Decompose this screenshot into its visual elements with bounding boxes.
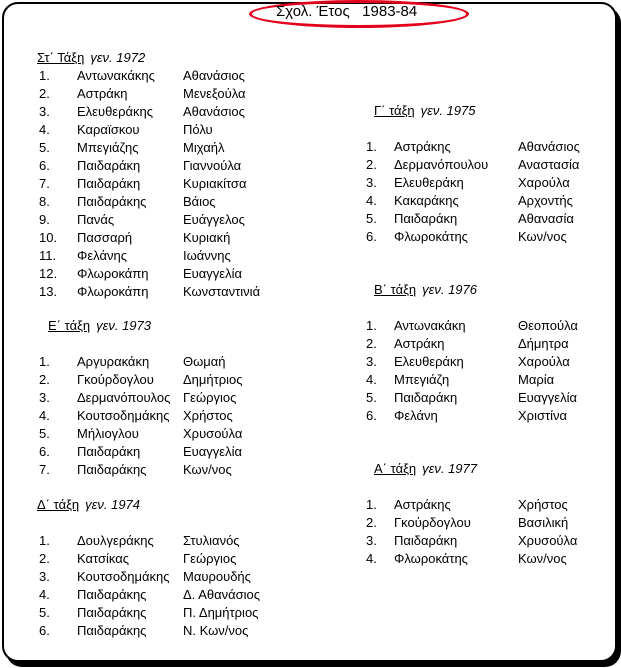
page-title: Σχολ. Έτος 1983-84 [276,3,418,20]
student-surname: Γκούρδογλου [77,372,154,387]
student-row [39,389,237,407]
student-row [366,371,555,389]
student-first-name: Αναστασία [518,157,580,172]
student-first-name: Ευαγγελία [183,444,242,459]
student-first-name: Κυριακή [183,230,231,245]
student-first-name: Χρυσούλα [518,533,578,548]
student-row [366,407,568,425]
row-number: 3. [366,533,377,548]
student-row [37,532,240,550]
student-surname: Ελευθεράκη [394,354,464,369]
student-list [37,67,261,301]
student-row [37,67,245,85]
row-number: 4. [366,193,377,208]
student-surname: Φλωροκάτης [394,551,468,566]
student-list [366,317,578,425]
row-number: 5. [366,211,377,226]
student-row [39,461,232,479]
student-surname: Καραϊσκου [77,122,140,137]
student-first-name: Χρυσούλα [183,426,243,441]
student-row [37,568,251,586]
student-first-name: Δημήτριος [183,372,243,387]
student-surname: Παιδαράκη [394,390,458,405]
student-row [366,550,567,568]
student-row [39,371,243,389]
class-section-1 [366,460,578,568]
row-number: 13. [39,284,58,299]
student-row [37,283,261,301]
row-number: 7. [39,176,50,191]
student-row [37,247,231,265]
row-number: 9. [39,212,50,227]
student-surname: Αστράκη [394,336,445,351]
class-section-4 [37,496,261,640]
row-number: 2. [366,336,377,351]
student-first-name: Κων/νος [183,462,232,477]
student-first-name: Χαρούλα [518,354,570,369]
row-number: 6. [39,623,50,638]
student-first-name: Ιωάννης [183,248,231,263]
student-surname: Κακαράκης [394,193,459,208]
student-row [366,138,580,156]
student-row [366,496,568,514]
row-number: 5. [39,140,50,155]
student-surname: Αστράκης [394,139,451,154]
student-row [366,335,569,353]
row-number: 8. [39,194,50,209]
student-first-name: Κων/νος [518,551,567,566]
row-number: 5. [39,426,50,441]
student-surname: Παιδαράκης [77,587,147,602]
section-heading [374,281,477,299]
student-surname: Φελάνη [394,408,438,423]
row-number: 3. [366,175,377,190]
student-first-name: Κυριακίτσα [183,176,247,191]
student-surname: Παιδαράκης [77,605,147,620]
student-first-name: Αθανασία [518,211,574,226]
student-first-name: Χριστίνα [518,408,568,423]
row-number: 3. [39,104,50,119]
student-surname: Μήλιογλου [77,426,139,441]
row-number: 10. [39,230,58,245]
student-row [366,174,570,192]
student-row [366,210,574,228]
row-number: 2. [39,551,50,566]
student-row [37,211,245,229]
student-list [366,138,580,246]
student-surname: Φλωροκάπη [77,284,149,299]
student-surname: Αντωνακάκη [394,318,466,333]
section-label: Α΄ τάξη [374,461,417,476]
student-row [39,425,243,443]
student-surname: Αντωνακάκης [77,68,155,83]
row-number: 5. [366,390,377,405]
student-first-name: Αρχοντής [518,193,573,208]
student-first-name: Πόλυ [183,122,213,137]
section-label: Δ΄ τάξη [37,497,80,512]
student-row [37,550,237,568]
student-surname: Παιδαράκη [77,444,141,459]
student-surname: Παιδαράκης [77,462,147,477]
section-label: Γ΄ τάξη [374,103,415,118]
student-first-name: Χρήστος [518,497,568,512]
student-surname: Φελάνης [77,248,127,263]
section-year: γεν. 1973 [96,318,151,333]
section-label: Ε΄ τάξη [48,318,91,333]
class-section-3 [366,102,580,246]
row-number: 3. [39,569,50,584]
row-number: 1. [39,533,50,548]
student-row [37,586,261,604]
student-row [366,317,578,335]
row-number: 1. [366,318,377,333]
student-surname: Πασσαρή [77,230,133,245]
student-surname: Ελευθεράκης [77,104,154,119]
student-list [366,496,578,568]
student-surname: Παιδαράκη [77,158,141,173]
student-surname: Αργυρακάκη [77,354,150,369]
class-section-6 [37,49,261,301]
student-surname: Αστράκης [394,497,451,512]
student-first-name: Π. Δημήτριος [183,605,259,620]
section-heading [37,49,145,67]
row-number: 2. [39,372,50,387]
student-row [37,604,259,622]
student-first-name: Γεώργιος [183,551,237,566]
row-number: 3. [39,390,50,405]
student-first-name: Μενεξούλα [183,86,246,101]
student-surname: Μπεγιάζης [77,140,139,155]
row-number: 2. [39,86,50,101]
row-number: 6. [366,408,377,423]
row-number: 4. [39,122,50,137]
row-number: 5. [39,605,50,620]
student-surname: Παιδαράκης [77,623,147,638]
student-row [37,85,246,103]
student-surname: Κατσίκας [77,551,130,566]
section-year: γεν. 1974 [85,497,141,512]
student-row [39,407,233,425]
student-first-name: Αθανάσιος [183,68,245,83]
student-first-name: Ευάγγελος [183,212,245,227]
student-row [37,121,213,139]
row-number: 1. [366,497,377,512]
row-number: 6. [366,229,377,244]
student-first-name: Μαυρουδής [183,569,251,584]
student-row [37,622,249,640]
row-number: 4. [366,372,377,387]
section-heading [48,317,151,335]
student-first-name: Γιαννούλα [183,158,242,173]
row-number: 4. [39,587,50,602]
student-row [366,532,578,550]
section-heading [37,496,140,514]
student-first-name: Βάιος [183,194,216,209]
row-number: 1. [366,139,377,154]
student-row [366,192,573,210]
student-first-name: Θωμαή [183,354,226,369]
class-section-2 [366,281,578,425]
class-section-5 [39,317,243,479]
student-row [37,193,216,211]
section-year: γεν. 1977 [422,461,477,476]
row-number: 2. [366,157,377,172]
student-first-name: Ευαγγελία [183,266,242,281]
student-first-name: Μιχαήλ [183,140,225,155]
student-surname: Κουτσοδημάκης [77,569,170,584]
student-surname: Παιδαράκη [394,211,458,226]
row-number: 3. [366,354,377,369]
student-first-name: Γεώργιος [183,390,237,405]
student-first-name: Αθανάσιος [183,104,245,119]
section-heading [374,460,477,478]
student-surname: Κουτσοδημάκης [77,408,170,423]
row-number: 1. [39,68,50,83]
student-first-name: Ευαγγελία [518,390,577,405]
section-year: γεν. 1976 [422,282,477,297]
student-surname: Μπεγιάζη [394,372,450,387]
student-surname: Φλωροκάπη [77,266,149,281]
row-number: 4. [366,551,377,566]
student-first-name: Χαρούλα [518,175,570,190]
student-first-name: Μαρία [518,372,555,387]
student-row [37,157,242,175]
student-first-name: Δήμητρα [518,336,569,351]
section-heading [374,102,475,120]
student-row [366,156,580,174]
section-year: γεν. 1972 [90,50,146,65]
student-first-name: Βασιλική [518,515,569,530]
student-row [39,443,242,461]
row-number: 11. [39,248,57,263]
student-first-name: Ν. Κων/νος [183,623,249,638]
student-row [39,353,226,371]
section-label: Β΄ τάξη [374,282,417,297]
student-row [366,514,569,532]
student-first-name: Στυλιανός [183,533,240,548]
student-row [37,229,231,247]
student-surname: Παιδαράκη [394,533,458,548]
student-first-name: Κων/νος [518,229,567,244]
student-first-name: Δ. Αθανάσιος [183,587,261,602]
student-surname: Δουλγεράκης [77,533,154,548]
student-first-name: Αθανάσιος [518,139,580,154]
row-number: 12. [39,266,58,281]
row-number: 6. [39,158,50,173]
section-year: γεν. 1975 [420,103,476,118]
student-surname: Δερμανόπουλος [77,390,171,405]
student-row [37,103,245,121]
student-list [39,353,243,479]
student-first-name: Χρήστος [183,408,233,423]
row-number: 6. [39,444,50,459]
row-number: 7. [39,462,50,477]
student-surname: Ελευθεράκη [394,175,464,190]
section-label: Στ΄ Τάξη [37,50,85,65]
student-surname: Παιδαράκη [77,176,141,191]
student-surname: Γκούρδογλου [394,515,471,530]
student-row [366,353,570,371]
student-row [37,175,247,193]
student-surname: Φλωροκάτης [394,229,468,244]
student-row [37,265,242,283]
student-surname: Δερμανόπουλου [394,157,489,172]
row-number: 1. [39,354,50,369]
student-surname: Πανάς [77,212,115,227]
student-first-name: Θεοπούλα [518,318,578,333]
row-number: 2. [366,515,377,530]
student-list [37,532,261,640]
student-row [37,139,225,157]
row-number: 4. [39,408,50,423]
student-row [366,389,577,407]
student-first-name: Κωνσταντινιά [183,284,261,299]
student-surname: Παιδαράκης [77,194,147,209]
student-surname: Αστράκη [77,86,128,101]
student-row [366,228,567,246]
